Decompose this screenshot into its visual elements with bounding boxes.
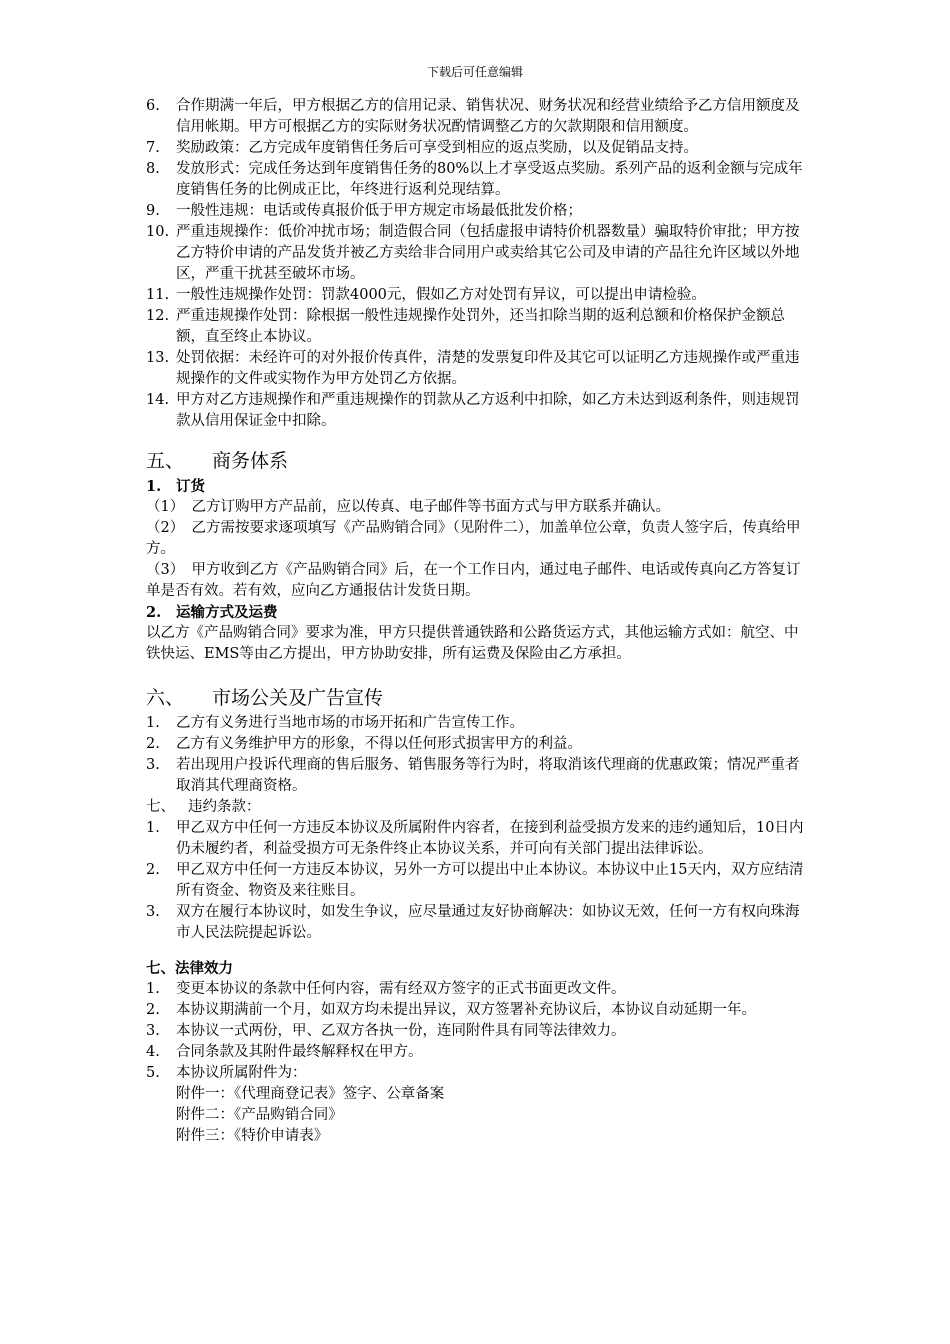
list-item: 8. 发放形式：完成任务达到年度销售任务的80%以上才享受返点奖励。系列产品的返利金额与完成年度销售任务的比例成正比，年终进行返利兑现结算。 <box>146 161 803 198</box>
list-item: 14. 甲方对乙方违规操作和严重违规操作的罚款从乙方返利中扣除，如乙方未达到返利条件，则违规罚款从信用保证金中扣除。 <box>146 392 800 429</box>
attachment-item: 附件二：《产品购销合同》 <box>176 1107 343 1123</box>
page-header: 下载后可任意编辑 <box>426 65 523 79</box>
attachment-item: 附件三：《特价申请表》 <box>176 1128 329 1144</box>
attachment-list <box>146 1084 806 1147</box>
list-item: 11. 一般性违规操作处罚：罚款4000元，假如乙方对处罚有异议，可以提出申请检验。 <box>146 287 706 303</box>
list-item: 2. 乙方有义务维护甲方的形象，不得以任何形式损害甲方的利益。 <box>146 736 582 752</box>
breach-list <box>146 818 806 944</box>
list-item: 2. 本协议期满前一个月，如双方均未提出异议，双方签署补充协议后，本协议自动延期一年。 <box>146 1002 756 1018</box>
list-item: 7. 奖励政策：乙方完成年度销售任务后可享受到相应的返点奖励，以及促销品支持。 <box>146 140 698 156</box>
order-paragraph: （2） 乙方需按要求逐项填写《产品购销合同》（见附件二），加盖单位公章，负责人签字后，传真给甲方。 <box>146 520 801 557</box>
list-item: 3. 本协议一式两份，甲、乙双方各执一份，连同附件具有同等法律效力。 <box>146 1023 626 1039</box>
list-item: 2. 甲乙双方中任何一方违反本协议，另外一方可以提出中止本协议。本协议中止15天内，双方应结清所有资金、物资及来往账目。 <box>146 862 804 899</box>
list-item: 4. 合同条款及其附件最终解释权在甲方。 <box>146 1044 423 1060</box>
order-paragraph: （1） 乙方订购甲方产品前，应以传真、电子邮件等书面方式与甲方联系并确认。 <box>146 499 670 515</box>
list-item: 1. 变更本协议的条款中任何内容，需有经双方签字的正式书面更改文件。 <box>146 981 626 997</box>
attachment-item: 附件一：《代理商登记表》签字、公章备案 <box>176 1086 445 1102</box>
list-item: 12. 严重违规操作处罚：除根据一般性违规操作处罚外，还当扣除当期的返利总额和价格保护金额总额，直至终止本协议。 <box>146 308 785 345</box>
list-item: 10. 严重违规操作：低价冲扰市场；制造假合同（包括虚报申请特价机器数量）骗取特价审批；甲方按乙方特价申请的产品发货并被乙方卖给非合同用户或卖给其它公司及申请的产品往允许区域以外地区，严重干扰甚至破坏市场。 <box>146 224 800 282</box>
legal-list <box>146 979 806 1084</box>
list-item: 3. 若出现用户投诉代理商的售后服务、销售服务等行为时，将取消该代理商的优惠政策；情况严重者取消其代理商资格。 <box>146 757 800 794</box>
section-heading-breach: 七、 违约条款： <box>146 799 261 815</box>
list-item: 6. 合作期满一年后，甲方根据乙方的信用记录、销售状况、财务状况和经营业绩给予乙方信用额度及信用帐期。甲方可根据乙方的实际财务状况酌情调整乙方的欠款期限和信用额度。 <box>146 98 800 135</box>
list-item: 3. 双方在履行本协议时，如发生争议，应尽量通过友好协商解决：如协议无效，任何一方有权向珠海市人民法院提起诉讼。 <box>146 904 800 941</box>
order-paragraph: （3） 甲方收到乙方《产品购销合同》后，在一个工作日内，通过电子邮件、电话或传真向乙方答复订单是否有效。若有效，应向乙方通报估计发货日期。 <box>146 562 801 599</box>
section-heading-legal: 七、法律效力 <box>146 960 233 977</box>
transport-paragraph: 以乙方《产品购销合同》要求为准，甲方只提供普通铁路和公路货运方式，其他运输方式如：航空、中铁快运、EMS等由乙方提出，甲方协助安排，所有运费及保险由乙方承担。 <box>146 625 799 662</box>
section-heading-business: 五、 商务体系 <box>146 450 289 472</box>
document-body <box>146 96 806 1147</box>
policy-list <box>146 96 806 432</box>
subheading-transport: 2. 运输方式及运费 <box>146 604 278 621</box>
list-item: 9. 一般性违规：电话或传真报价低于甲方规定市场最低批发价格； <box>146 203 582 219</box>
list-item: 5. 本协议所属附件为： <box>146 1065 307 1081</box>
subheading-order: 1. 订货 <box>146 478 205 495</box>
list-item: 13. 处罚依据：未经许可的对外报价传真件，清楚的发票复印件及其它可以证明乙方违规操作或严重违规操作的文件或实物作为甲方处罚乙方依据。 <box>146 350 800 387</box>
section-heading-marketing: 六、 市场公关及广告宣传 <box>146 687 384 709</box>
marketing-list <box>146 713 806 797</box>
list-item: 1. 甲乙双方中任何一方违反本协议及所属附件内容者，在接到利益受损方发来的违约通知后，10日内仍未履约者，利益受损方可无条件终止本协议关系，并可向有关部门提出法律诉讼。 <box>146 820 804 857</box>
list-item: 1. 乙方有义务进行当地市场的市场开拓和广告宣传工作。 <box>146 715 524 731</box>
